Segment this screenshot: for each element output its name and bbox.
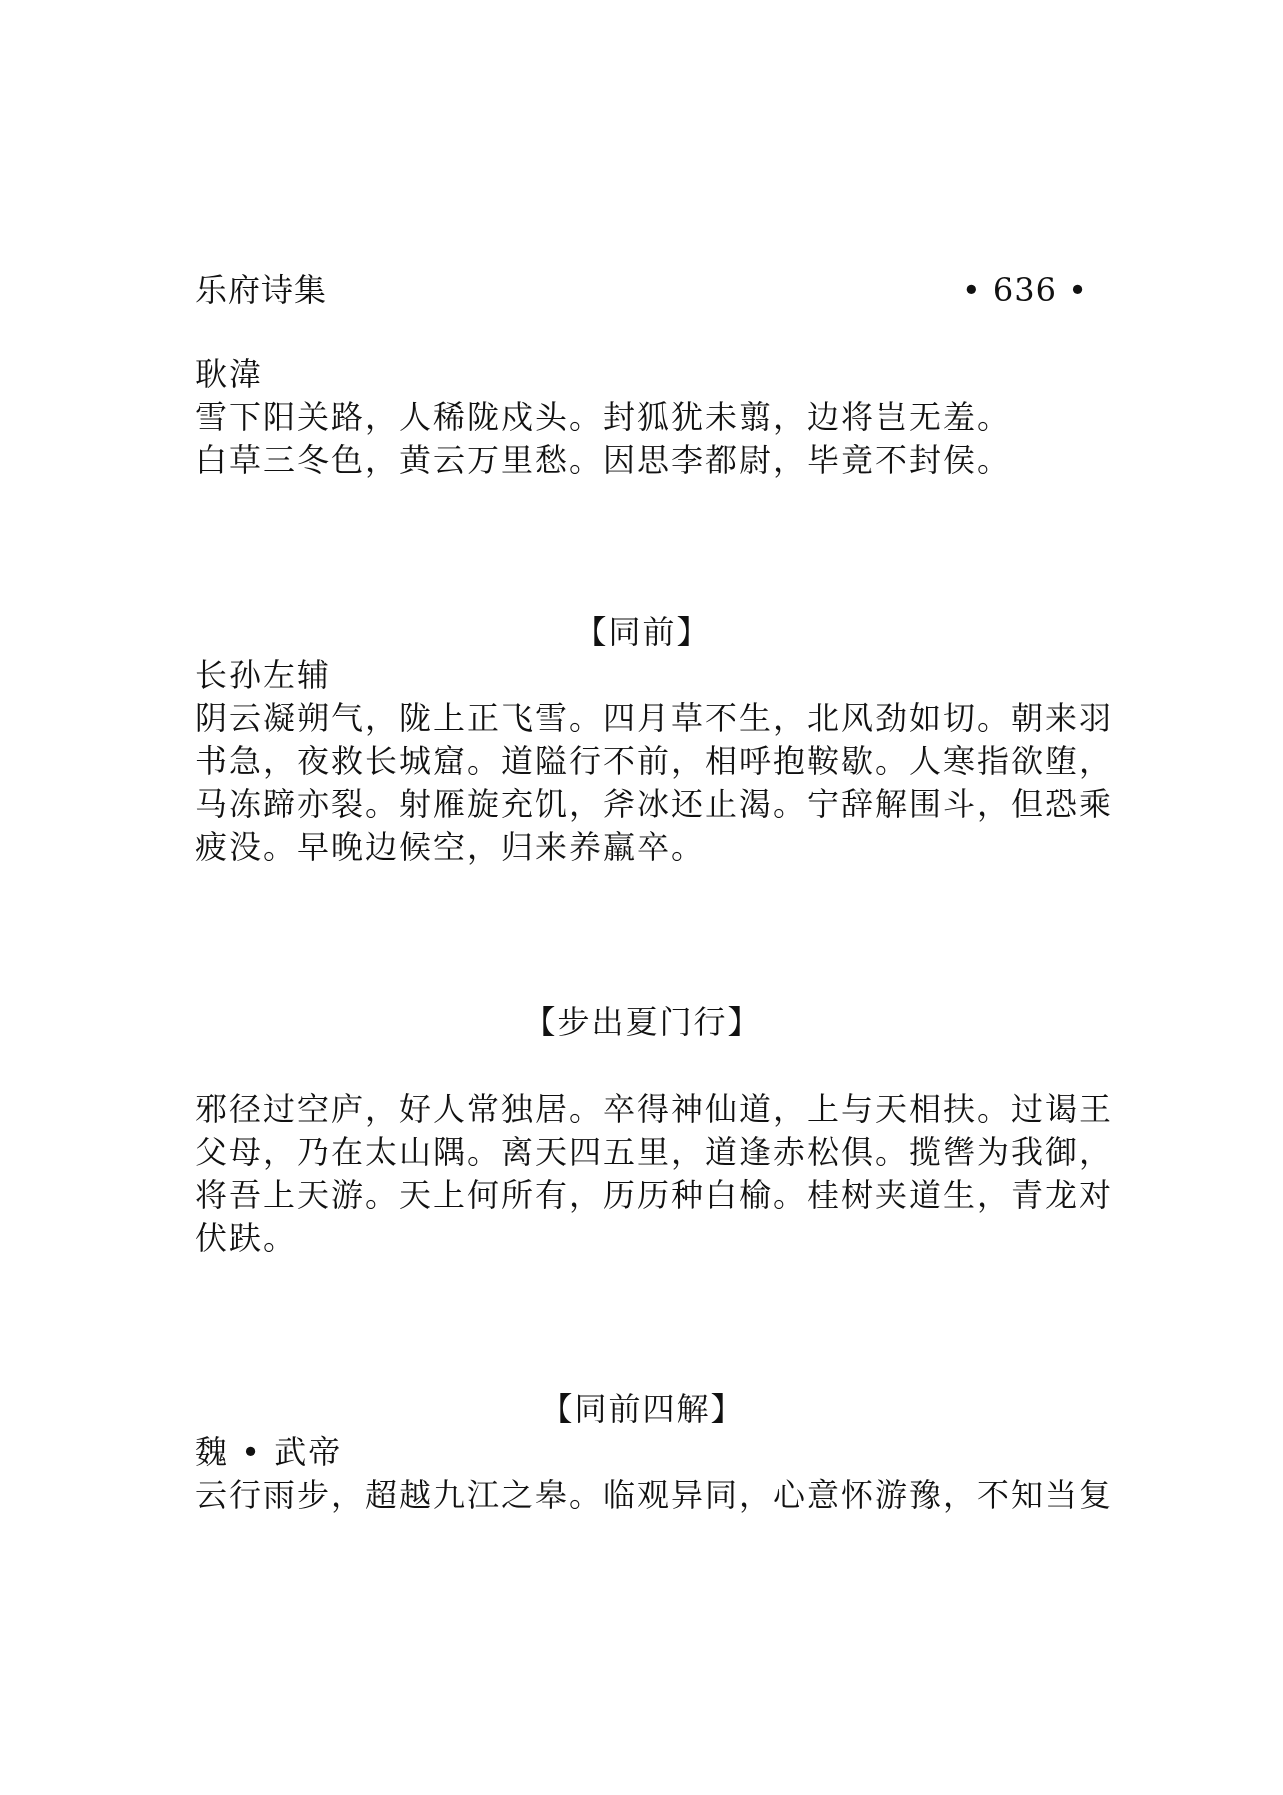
poem-section [195, 1000, 1114, 1260]
poem-line: 疲没。早晚边候空，归来养羸卒。 [195, 828, 706, 866]
book-title: 乐府诗集 [195, 271, 328, 309]
poem-line: 雪下阳关路，人稀陇戍头。封狐犹未翦，边将岂无羞。 [195, 398, 1012, 436]
poem-title: 【同前四解】 [540, 1390, 745, 1428]
poem-line: 将吾上天游。天上何所有，历历种白榆。桂树夹道生，青龙对 [195, 1176, 1114, 1214]
poem-line: 马冻蹄亦裂。射雁旋充饥，斧冰还止渴。宁辞解围斗，但恐乘 [195, 785, 1114, 823]
poem-line: 白草三冬色，黄云万里愁。因思李都尉，毕竟不封侯。 [195, 441, 1012, 479]
poem-title: 【步出夏门行】 [523, 1003, 762, 1041]
poem-section [195, 610, 1114, 869]
poem-body [195, 697, 1114, 869]
poem-author: 耿湋 [195, 355, 264, 393]
poem-line: 父母，乃在太山隅。离天四五里，道逢赤松俱。揽辔为我御， [195, 1133, 1114, 1171]
poem-body [195, 1088, 1114, 1260]
poem-line: 邪径过空庐，好人常独居。卒得神仙道，上与天相扶。过谒王 [195, 1090, 1114, 1128]
poem-body [195, 1474, 1114, 1517]
poem-line: 阴云凝朔气，陇上正飞雪。四月草不生，北风劲如切。朝来羽 [195, 699, 1114, 737]
document-page [195, 0, 1114, 1795]
poem-section [195, 353, 1090, 482]
poem-section [195, 1387, 1114, 1517]
poem-line: 书急，夜救长城窟。道隘行不前，相呼抱鞍歇。人寒指欲堕， [195, 742, 1114, 780]
poem-line: 云行雨步，超越九江之皋。临观异同，心意怀游豫，不知当复 [195, 1476, 1114, 1514]
poem-author: 魏 • 武帝 [195, 1433, 343, 1471]
running-header [195, 268, 1090, 312]
poem-line: 伏趺。 [195, 1219, 298, 1257]
poem-author: 长孙左辅 [195, 656, 332, 694]
poem-title: 【同前】 [574, 613, 711, 651]
page-number: • 636 • [961, 271, 1088, 309]
poem-body [195, 396, 1090, 482]
